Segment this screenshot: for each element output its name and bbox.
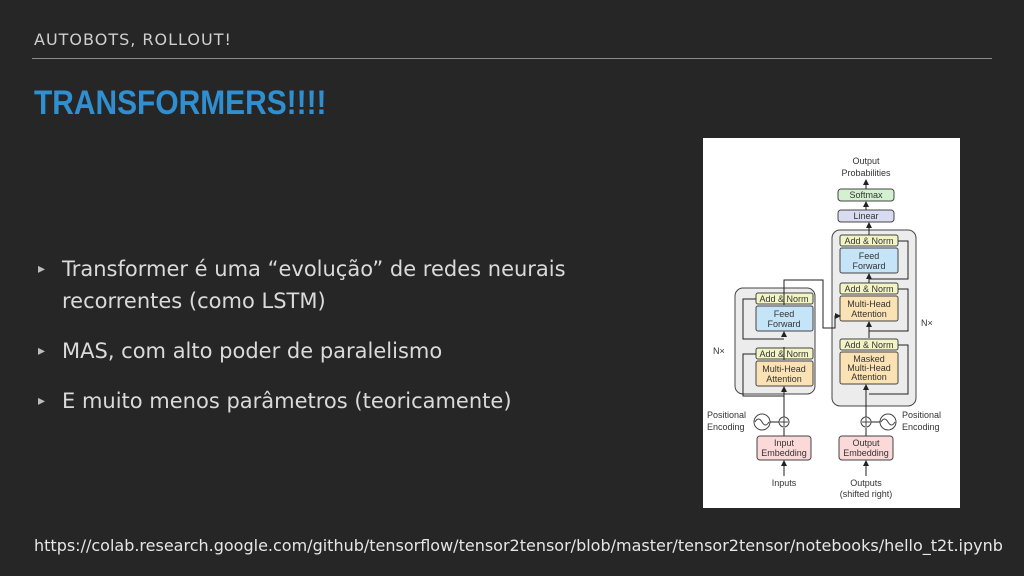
transformer-diagram-svg (703, 138, 960, 508)
outputs-label: Outputs (850, 478, 882, 488)
decoder-add-norm-3-label: Add & Norm (844, 236, 894, 246)
encoder-positional-encoding-label: Encoding (707, 422, 745, 432)
output-embedding-label: Output (852, 438, 880, 448)
output-probabilities-label: Output (852, 156, 880, 166)
decoder-mha-label: Multi-Head (847, 299, 891, 309)
encoder-nx-label: N× (713, 346, 725, 356)
encoder-mha-label: Attention (766, 374, 802, 384)
decoder-positional-encoding-label: Positional (902, 410, 942, 420)
bullet-text: Transformer é uma “evolução” de redes neurais recorrentes (como LSTM) (62, 257, 566, 313)
encoder-positional-encoding-label: Positional (707, 410, 747, 420)
encoder-mha-label: Multi-Head (762, 364, 806, 374)
colab-notebook-link[interactable]: https://colab.research.google.com/github/tensorflow/tensor2tensor/blob/master/tensor2tensor/notebooks/hello_t2t.ipynb (34, 536, 1003, 555)
encoder-feed-forward-label: Feed (773, 309, 795, 319)
encoder-add-norm-1-label: Add & Norm (759, 349, 809, 359)
bullet-item (34, 385, 594, 417)
output-embedding-label: Embedding (843, 448, 889, 458)
decoder-positional-encoding-label: Encoding (902, 422, 940, 432)
output-probabilities-label: Probabilities (841, 168, 891, 178)
bullet-marker-icon: ▸ (38, 393, 46, 409)
slide-header: AUTOBOTS, ROLLOUT! (34, 30, 232, 49)
softmax-label: Softmax (849, 190, 883, 200)
outputs-label: (shifted right) (839, 489, 893, 499)
decoder-add-norm-1-label: Add & Norm (844, 340, 894, 350)
decoder-masked-attention-label: Attention (851, 372, 887, 382)
decoder-feed-forward-label: Feed (858, 251, 880, 261)
decoder-mha-label: Attention (851, 309, 887, 319)
encoder-feed-forward-label: Forward (767, 319, 801, 329)
bullet-item (34, 253, 594, 317)
bullet-list (34, 253, 594, 435)
bullet-marker-icon: ▸ (38, 261, 46, 277)
decoder-feed-forward-label: Forward (852, 261, 886, 271)
bullet-marker-icon: ▸ (38, 343, 46, 359)
transformer-architecture-diagram (703, 138, 960, 508)
encoder-add-norm-2-label: Add & Norm (759, 294, 809, 304)
input-embedding-label: Embedding (761, 448, 807, 458)
slide-title: TRANSFORMERS!!!! (34, 84, 327, 122)
decoder-masked-attention-label: Multi-Head (847, 363, 891, 373)
decoder-masked-attention-label: Masked (853, 354, 885, 364)
bullet-text: MAS, com alto poder de paralelismo (62, 339, 443, 363)
linear-label: Linear (853, 211, 879, 221)
decoder-add-norm-2-label: Add & Norm (844, 284, 894, 294)
bullet-text: E muito menos parâmetros (teoricamente) (62, 389, 512, 413)
inputs-label: Inputs (771, 478, 797, 488)
header-divider (32, 58, 992, 59)
input-embedding-label: Input (773, 438, 795, 448)
decoder-nx-label: N× (921, 318, 933, 328)
bullet-item (34, 335, 594, 367)
